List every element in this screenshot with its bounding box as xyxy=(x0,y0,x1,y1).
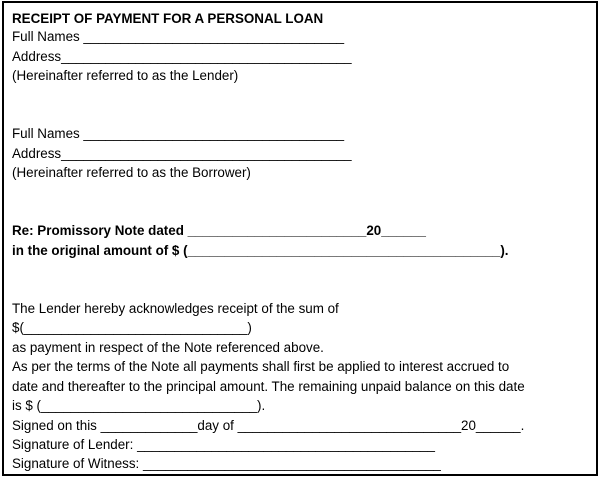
borrower-designation: (Hereinafter referred to as the Borrower) xyxy=(12,165,251,180)
terms-line-2: date and thereafter to the principal amount. The remaining unpaid balance on this date xyxy=(12,379,525,394)
re-original-amount-line: in the original amount of $ (__________________________________________). xyxy=(12,243,509,258)
unpaid-balance-field: is $ (_____________________________). xyxy=(12,398,266,413)
lender-signature-field: Signature of Lender: ________________________________________ xyxy=(12,437,435,452)
terms-line-1: As per the terms of the Note all payments shall first be applied to interest accrued to xyxy=(12,359,510,374)
signed-date-field: Signed on this _____________day of ______________________________20______. xyxy=(12,418,525,433)
document-title: RECEIPT OF PAYMENT FOR A PERSONAL LOAN xyxy=(12,11,324,26)
acknowledgement-line: The Lender hereby acknowledges receipt of the sum of xyxy=(12,301,339,316)
witness-signature-field: Signature of Witness: ________________________________________ xyxy=(12,456,441,471)
lender-address-field: Address_______________________________________ xyxy=(12,49,352,64)
receipt-document xyxy=(2,1,598,476)
lender-designation: (Hereinafter referred to as the Lender) xyxy=(12,68,239,83)
payment-reference-line: as payment in respect of the Note referenced above. xyxy=(12,340,324,355)
borrower-address-field: Address_______________________________________ xyxy=(12,146,352,161)
lender-full-names-field: Full Names ___________________________________ xyxy=(12,29,345,44)
re-promissory-note-line: Re: Promissory Note dated ________________________20______ xyxy=(12,223,426,238)
borrower-full-names-field: Full Names ___________________________________ xyxy=(12,126,345,141)
sum-amount-field: $(______________________________) xyxy=(12,320,252,335)
